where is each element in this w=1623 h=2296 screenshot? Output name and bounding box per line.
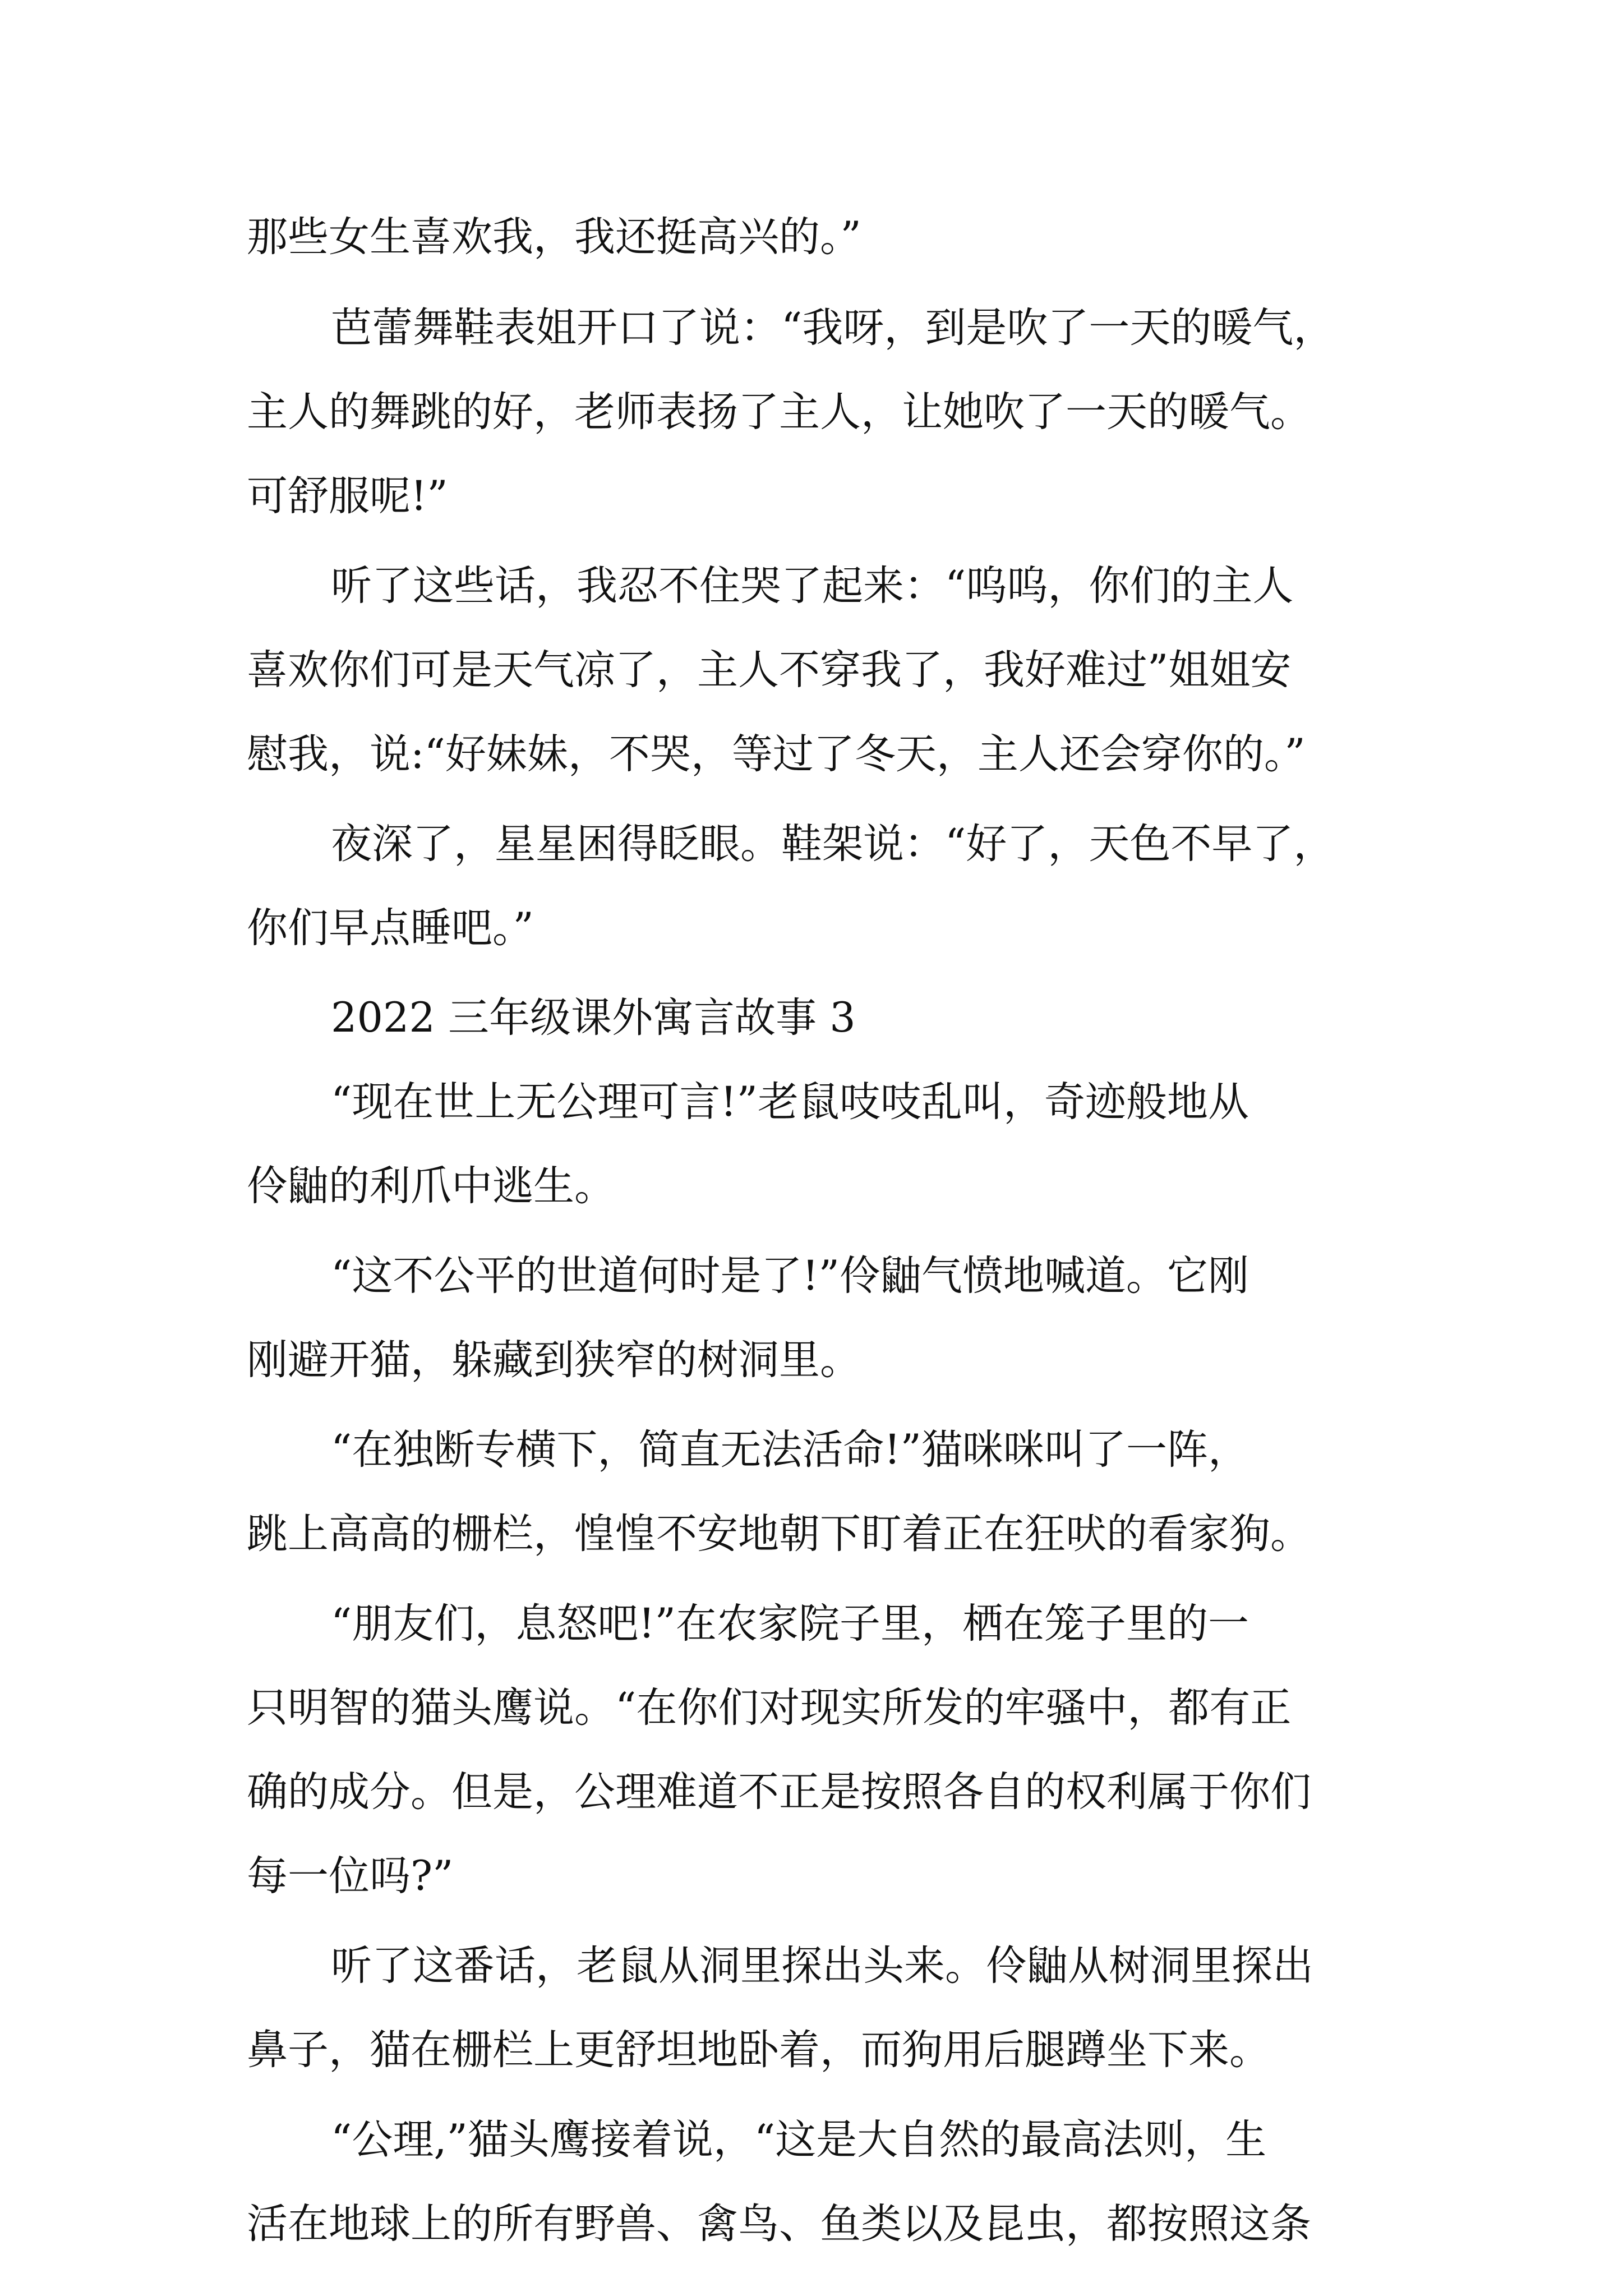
paragraph-start: “公理,”猫头鹰接着说，“这是大自然的最高法则，生 xyxy=(331,2116,1267,2164)
text-line: 活在地球上的所有野兽、禽鸟、鱼类以及昆虫，都按照这条 xyxy=(247,2200,1311,2248)
text-line: 鼻子，猫在栅栏上更舒坦地卧着，而狗用后腿蹲坐下来。 xyxy=(247,2026,1270,2074)
paragraph-start: “现在世上无公理可言!”老鼠吱吱乱叫，奇迹般地从 xyxy=(331,1078,1249,1126)
text-line: 慰我，说:“好妹妹，不哭，等过了冬天，主人还会穿你的。” xyxy=(247,730,1306,778)
paragraph-start: “这不公平的世道何时是了!”伶鼬气愤地喊道。它刚 xyxy=(331,1252,1249,1300)
text-line: 确的成分。但是，公理难道不正是按照各自的权利属于你们 xyxy=(247,1768,1311,1816)
text-line: 刚避开猫，躲藏到狭窄的树洞里。 xyxy=(247,1336,861,1384)
text-line: 那些女生喜欢我，我还挺高兴的。” xyxy=(247,213,861,261)
text-line: 喜欢你们可是天气凉了，主人不穿我了，我好难过”姐姐安 xyxy=(247,646,1292,694)
text-line: 主人的舞跳的好，老师表扬了主人，让她吹了一天的暖气。 xyxy=(247,388,1311,436)
text-line: 只明智的猫头鹰说。“在你们对现实所发的牢骚中，都有正 xyxy=(247,1684,1292,1732)
paragraph-start: “在独断专横下，简直无法活命!”猫咪咪叫了一阵， xyxy=(331,1426,1249,1474)
text-line: 跳上高高的栅栏，惶惶不安地朝下盯着正在狂吠的看家狗。 xyxy=(247,1510,1311,1558)
text-line: 可舒服呢!” xyxy=(247,472,448,520)
paragraph-start: 芭蕾舞鞋表姐开口了说：“我呀，到是吹了一天的暖气， xyxy=(331,304,1335,352)
text-line: 每一位吗?” xyxy=(247,1852,454,1900)
paragraph-start: 夜深了，星星困得眨眼。鞋架说：“好了，天色不早了， xyxy=(331,820,1335,868)
paragraph-start: 听了这番话，老鼠从洞里探出头来。伶鼬从树洞里探出 xyxy=(331,1942,1313,1990)
text-line: 你们早点睡吧。” xyxy=(247,904,534,952)
paragraph-start: 听了这些话，我忍不住哭了起来：“呜呜，你们的主人 xyxy=(331,562,1294,610)
section-title: 2022 三年级课外寓言故事 3 xyxy=(331,994,856,1042)
text-line: 伶鼬的利爪中逃生。 xyxy=(247,1162,615,1210)
paragraph-start: “朋友们，息怒吧!”在农家院子里，栖在笼子里的一 xyxy=(331,1600,1249,1648)
